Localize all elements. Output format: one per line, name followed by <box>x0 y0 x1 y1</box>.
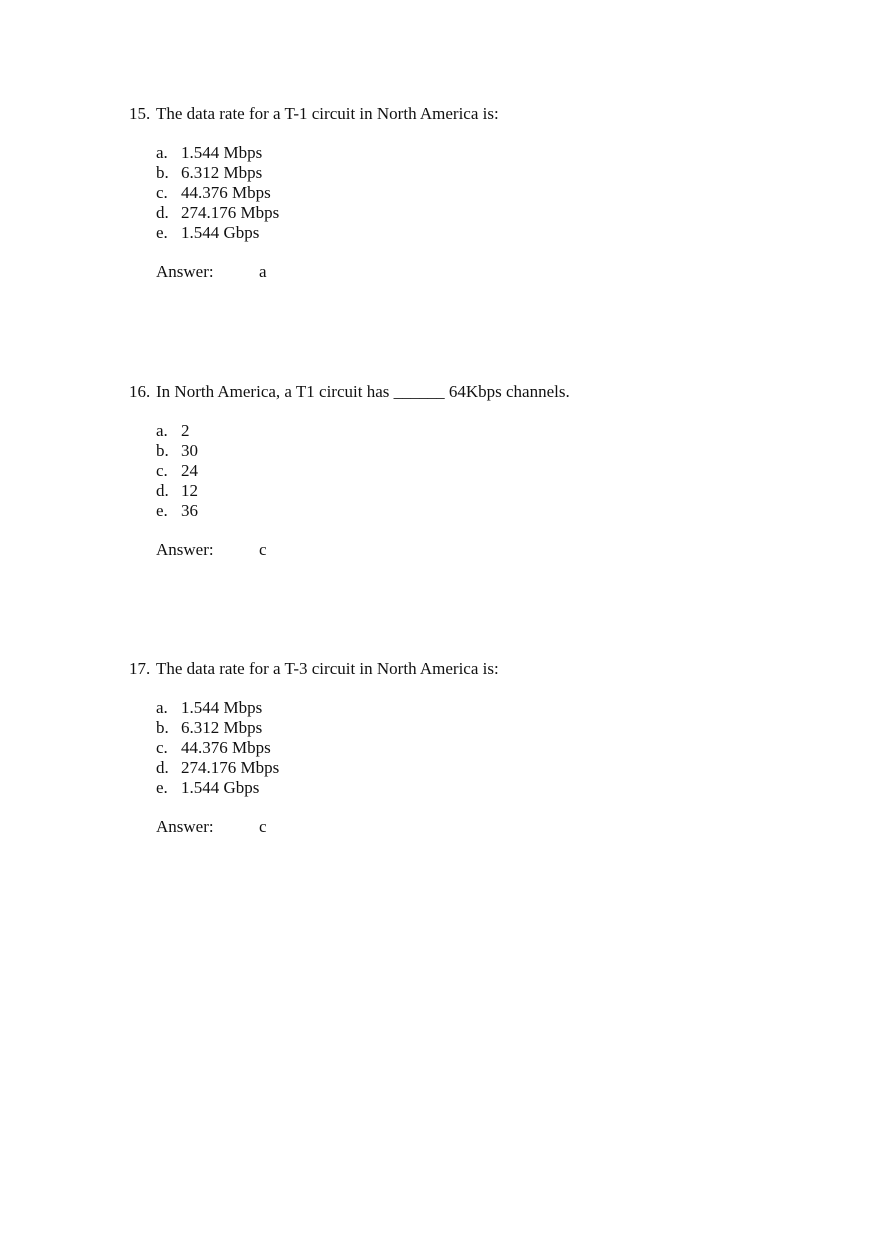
question-stem: The data rate for a T-3 circuit in North America is: <box>156 659 499 678</box>
option-letter: e. <box>156 223 168 242</box>
option-letter: d. <box>156 203 169 222</box>
option-text: 36 <box>181 501 198 520</box>
question-number: 17. <box>129 659 151 678</box>
option-text: 30 <box>181 441 198 460</box>
answer-value: c <box>259 540 267 559</box>
option-text: 44.376 Mbps <box>181 183 271 202</box>
option-text: 1.544 Mbps <box>181 143 263 162</box>
option-text: 1.544 Gbps <box>181 778 260 797</box>
option-text: 44.376 Mbps <box>181 738 271 757</box>
option-letter: a. <box>156 143 168 162</box>
option-letter: e. <box>156 778 168 797</box>
option-letter: b. <box>156 718 169 737</box>
option-text: 1.544 Mbps <box>181 698 263 717</box>
option-letter: d. <box>156 758 169 777</box>
option-text: 274.176 Mbps <box>181 203 280 222</box>
option-letter: a. <box>156 421 168 440</box>
option-letter: d. <box>156 481 169 500</box>
option-text: 12 <box>181 481 198 500</box>
option-letter: b. <box>156 163 169 182</box>
option-letter: a. <box>156 698 168 717</box>
option-text: 2 <box>181 421 190 440</box>
option-text: 24 <box>181 461 198 480</box>
question-number: 15. <box>129 104 151 123</box>
option-letter: b. <box>156 441 169 460</box>
option-text: 1.544 Gbps <box>181 223 260 242</box>
answer-label: Answer: <box>156 262 214 281</box>
answer-value: a <box>259 262 267 281</box>
answer-value: c <box>259 817 267 836</box>
answer-label: Answer: <box>156 817 214 836</box>
option-letter: c. <box>156 183 168 202</box>
question-stem: The data rate for a T-1 circuit in North America is: <box>156 104 499 123</box>
option-letter: c. <box>156 738 168 757</box>
option-letter: c. <box>156 461 168 480</box>
question-number: 16. <box>129 382 151 401</box>
answer-label: Answer: <box>156 540 214 559</box>
option-text: 6.312 Mbps <box>181 163 263 182</box>
option-text: 6.312 Mbps <box>181 718 263 737</box>
option-text: 274.176 Mbps <box>181 758 280 777</box>
question-stem: In North America, a T1 circuit has ______ 64Kbps channels. <box>156 382 570 401</box>
option-letter: e. <box>156 501 168 520</box>
